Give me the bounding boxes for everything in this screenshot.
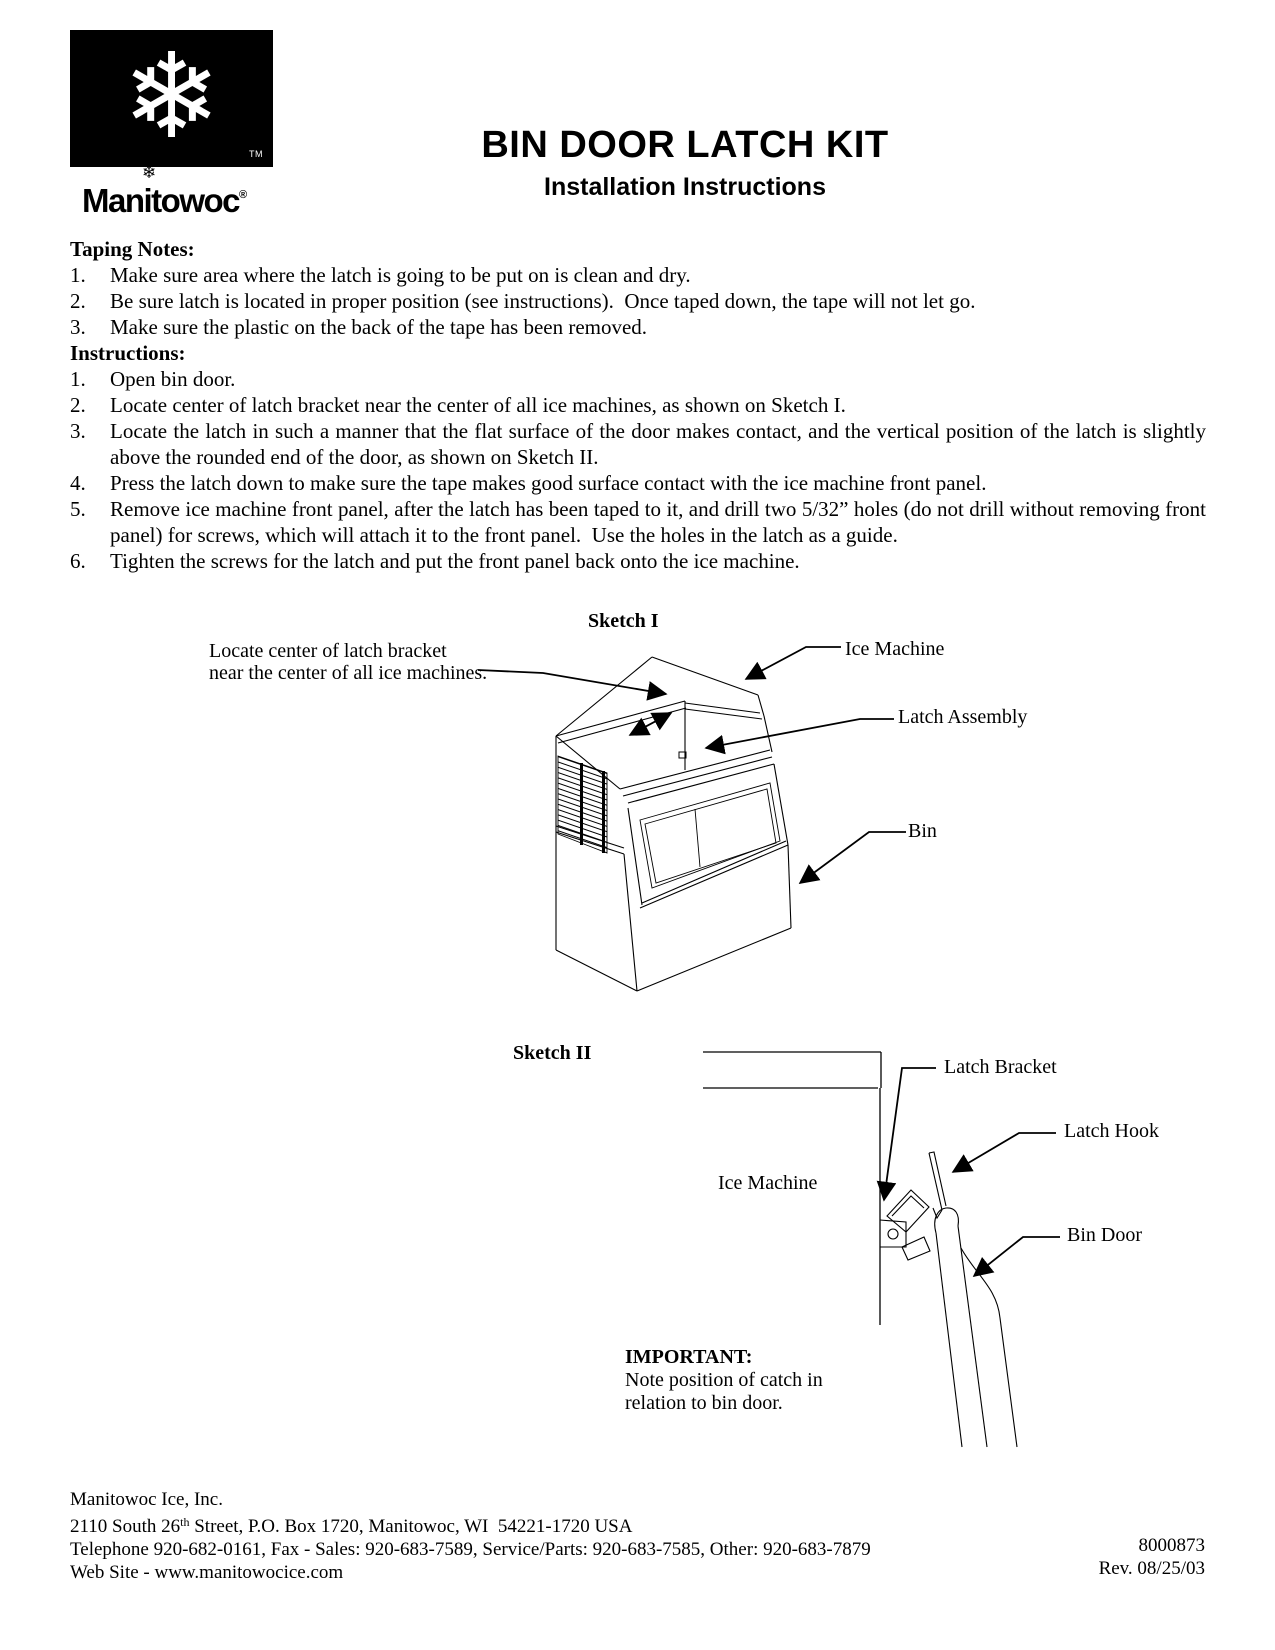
item-text: Be sure latch is located in proper position (see instructions). Once taped down, the tape will not let go. [110,289,976,313]
label-latch-bracket: Latch Bracket [944,1056,1057,1078]
page-title: BIN DOOR LATCH KIT [481,124,889,166]
brand-name: Manitowoc [82,182,239,219]
instruction-item [70,470,1206,496]
bin-door-shape [935,1208,1017,1447]
label-bin: Bin [908,820,937,842]
item-number: 2. [70,289,86,313]
registered-mark: ® [239,189,248,201]
sketch1-callout [209,640,487,684]
important-note [625,1346,823,1415]
latch-bracket-shape [880,1190,930,1260]
item-number: 3. [70,419,86,443]
taping-note-item [70,314,1206,340]
item-number: 5. [70,497,86,521]
instruction-item [70,366,1206,392]
important-heading: IMPORTANT: [625,1346,753,1368]
callout-line1: Locate center of latch bracket [209,640,447,662]
snowflake-icon: ❄ [122,26,221,165]
item-number: 6. [70,549,86,573]
sketch1-ice-machine-drawing [556,657,791,991]
part-number: 8000873 [1138,1535,1205,1556]
footer-right [1099,1534,1205,1580]
footer-address [70,1511,1206,1538]
item-number: 2. [70,393,86,417]
sketch1-title: Sketch I [588,610,659,632]
sketch2-leader-arrows [884,1068,1060,1276]
address-superscript: th [180,1515,190,1529]
item-text: Press the latch down to make sure the tape makes good surface contact with the ice machine front panel. [110,471,987,495]
item-number: 3. [70,315,86,339]
address-part: 2110 South 26 [70,1516,181,1537]
item-text: Tighten the screws for the latch and put the front panel back onto the ice machine. [110,549,800,573]
footer-phone: Telephone 920-682-0161, Fax - Sales: 920-683-7589, Service/Parts: 920-683-7585, Other: 920-683-7879 [70,1539,871,1560]
address-part: Street, P.O. Box 1720, Manitowoc, WI 54221-1720 USA [189,1516,633,1537]
latch-hook-shape [929,1152,946,1218]
item-text: Make sure the plastic on the back of the tape has been removed. [110,315,648,339]
item-text: Open bin door. [110,367,236,391]
manitowoc-logo [70,26,273,167]
footer-company: Manitowoc Ice, Inc. [70,1489,223,1510]
manitowoc-wordmark [82,182,292,220]
footer [70,1488,1206,1584]
taping-notes-heading: Taping Notes: [70,237,195,261]
label-bin-door: Bin Door [1067,1224,1142,1246]
callout-line2: near the center of all ice machines. [209,662,488,684]
item-number: 1. [70,263,86,287]
page-subtitle: Installation Instructions [544,173,826,201]
instruction-item [70,548,1206,574]
sketch2-title: Sketch II [513,1042,592,1064]
sketch1-bin-drawing [556,764,791,991]
label-latch-assembly: Latch Assembly [898,706,1028,728]
revision-date: Rev. 08/25/03 [1098,1558,1205,1579]
sketch1-leader-arrows [478,647,906,883]
taping-note-item [70,262,1206,288]
important-line2: relation to bin door. [625,1392,783,1414]
item-text: Make sure area where the latch is going to be put on is clean and dry. [110,263,691,287]
item-text: Locate the latch in such a manner that the flat surface of the door makes contact, and the vertical position of the latch is slightly above the rounded end of the door, as shown on Sketch II. [110,419,1212,469]
item-number: 1. [70,367,86,391]
latch-mark-icon [679,752,686,758]
instruction-item [70,496,1212,548]
trademark-text: TM [249,149,263,159]
important-line1: Note position of catch in [625,1369,823,1391]
vent-louvers-icon [558,756,607,853]
label-ice-machine: Ice Machine [845,638,945,660]
footer-web: Web Site - www.manitowocice.com [70,1562,344,1583]
item-text: Locate center of latch bracket near the center of all ice machines, as shown on Sketch I. [110,393,846,417]
wordmark-snowflake-icon: ❄ [142,163,157,183]
label-ice-machine-sketch2: Ice Machine [718,1172,818,1194]
item-number: 4. [70,471,86,495]
instruction-item [70,418,1212,470]
taping-note-item [70,288,1206,314]
title-block [280,124,1090,202]
label-latch-hook: Latch Hook [1064,1120,1159,1142]
body-text [70,236,1212,574]
instructions-heading: Instructions: [70,341,186,365]
instruction-item [70,392,1206,418]
item-text: Remove ice machine front panel, after the latch has been taped to it, and drill two 5/32” holes (do not drill without removing front panel) for screws, which will attach it to the front panel. Use the holes in the latch as a guide. [110,497,1212,547]
